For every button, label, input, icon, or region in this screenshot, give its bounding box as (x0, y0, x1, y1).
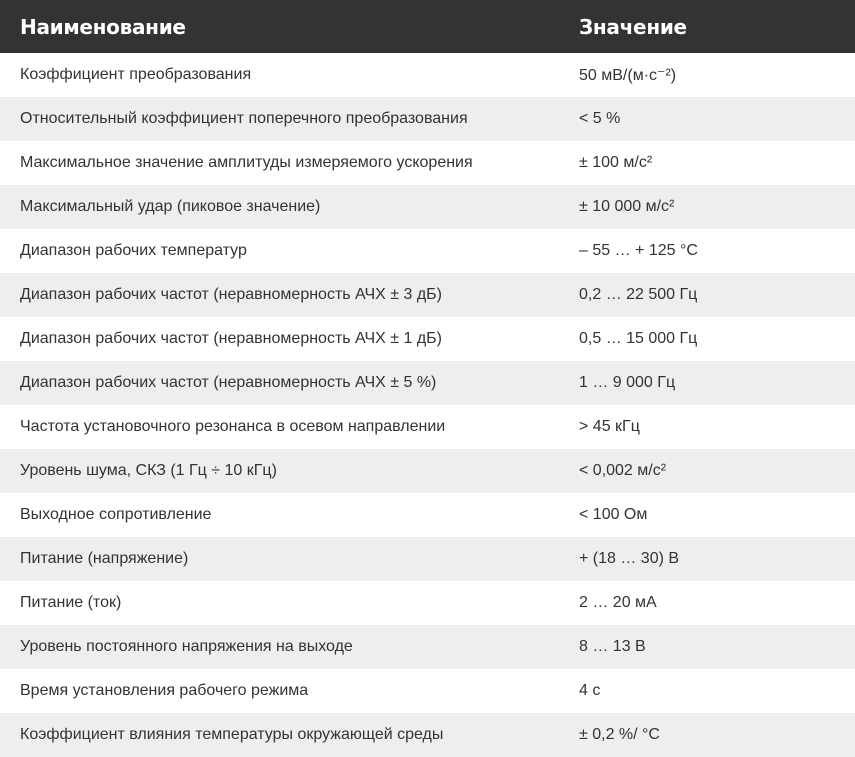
row-value: 0,2 … 22 500 Гц (560, 273, 855, 317)
row-name: Диапазон рабочих частот (неравномерность АЧХ ± 1 дБ) (0, 317, 560, 361)
table-row (0, 185, 855, 229)
row-value: ± 0,2 %/ °С (560, 713, 855, 757)
table-row (0, 669, 855, 713)
row-name: Уровень шума, СКЗ (1 Гц ÷ 10 кГц) (0, 449, 560, 493)
table-row (0, 229, 855, 273)
row-value: < 5 % (560, 97, 855, 141)
row-value: ± 100 м/с² (560, 141, 855, 185)
table-row (0, 273, 855, 317)
table-row (0, 537, 855, 581)
table-body (0, 53, 855, 757)
row-value: 2 … 20 мА (560, 581, 855, 625)
row-name: Уровень постоянного напряжения на выходе (0, 625, 560, 669)
table-row (0, 713, 855, 757)
row-value: 1 … 9 000 Гц (560, 361, 855, 405)
table-row (0, 405, 855, 449)
header-name: Наименование (0, 0, 560, 53)
row-name: Выходное сопротивление (0, 493, 560, 537)
row-value: ± 10 000 м/с² (560, 185, 855, 229)
row-name: Частота установочного резонанса в осевом направлении (0, 405, 560, 449)
table-row (0, 581, 855, 625)
row-value: + (18 … 30) В (560, 537, 855, 581)
row-name: Диапазон рабочих частот (неравномерность АЧХ ± 3 дБ) (0, 273, 560, 317)
table-row (0, 625, 855, 669)
table-row (0, 53, 855, 97)
row-name: Питание (ток) (0, 581, 560, 625)
table-header (0, 0, 855, 53)
row-value: 50 мВ/(м·с⁻²) (560, 53, 855, 97)
row-value: < 100 Ом (560, 493, 855, 537)
row-value: < 0,002 м/с² (560, 449, 855, 493)
table-row (0, 97, 855, 141)
header-value: Значение (560, 0, 855, 53)
row-name: Коэффициент преобразования (0, 53, 560, 97)
row-name: Диапазон рабочих частот (неравномерность АЧХ ± 5 %) (0, 361, 560, 405)
header-row (0, 0, 855, 53)
row-value: 8 … 13 В (560, 625, 855, 669)
row-value: > 45 кГц (560, 405, 855, 449)
row-name: Относительный коэффициент поперечного преобразования (0, 97, 560, 141)
table-row (0, 493, 855, 537)
table-row (0, 361, 855, 405)
row-name: Максимальное значение амплитуды измеряемого ускорения (0, 141, 560, 185)
row-name: Время установления рабочего режима (0, 669, 560, 713)
row-value: – 55 … + 125 °С (560, 229, 855, 273)
table-row (0, 449, 855, 493)
row-name: Коэффициент влияния температуры окружающей среды (0, 713, 560, 757)
row-name: Максимальный удар (пиковое значение) (0, 185, 560, 229)
row-name: Диапазон рабочих температур (0, 229, 560, 273)
table-row (0, 141, 855, 185)
row-name: Питание (напряжение) (0, 537, 560, 581)
row-value: 4 с (560, 669, 855, 713)
table-row (0, 317, 855, 361)
row-value: 0,5 … 15 000 Гц (560, 317, 855, 361)
